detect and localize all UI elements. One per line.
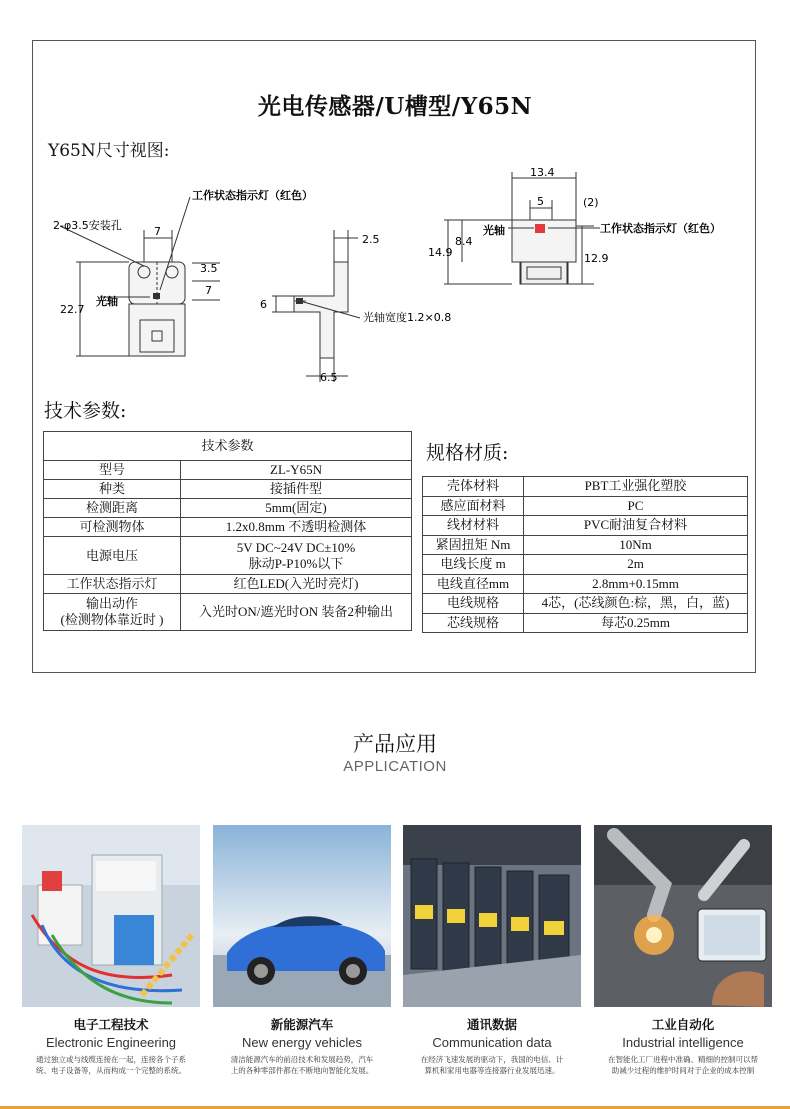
indicator-led [535, 224, 545, 233]
app-card-vehicle [213, 825, 391, 1076]
table-cell: 电线直径mm [423, 574, 524, 594]
table-cell: 种类 [44, 480, 181, 499]
table-cell-line: 脉动P-P10%以下 [248, 555, 344, 571]
table-cell: 入光时ON/遮光时ON 装备2种输出 [181, 594, 412, 631]
app-card-subtitle: Electronic Engineering [45, 1035, 177, 1050]
dim-width: 7 [154, 225, 161, 238]
spec-heading: 规格材质: [426, 442, 509, 464]
hole-label: 2-φ3.5安装孔 [53, 219, 122, 232]
application-title: 产品应用 [353, 732, 437, 756]
table-cell [44, 594, 181, 631]
tech-table-header: 技术参数 [44, 432, 412, 461]
app-card-desc [594, 1054, 772, 1076]
table-cell: 红色LED(入光时亮灯) [181, 575, 412, 594]
dim-14-9: 14.9 [428, 246, 453, 259]
indicator-label-left: 工作状态指示灯（红色） [192, 189, 313, 202]
dim-6-5: 6.5 [320, 371, 338, 384]
app-card-subtitle: Industrial intelligence [622, 1035, 744, 1050]
table-cell: 感应面材料 [423, 496, 524, 516]
dim-2-5: 2.5 [362, 233, 380, 246]
application-subtitle: APPLICATION [343, 758, 447, 775]
dim-12-9: 12.9 [584, 252, 609, 265]
app-card-desc-line: 在经济飞速发展的驱动下，我国的电信、计 [420, 1055, 564, 1064]
table-cell: 紧固扭矩 Nm [423, 535, 524, 555]
table-cell: 工作状态指示灯 [44, 575, 181, 594]
app-card-title: 工业自动化 [651, 1017, 715, 1032]
app-card-title: 新能源汽车 [270, 1017, 334, 1032]
app-card-title: 电子工程技术 [73, 1017, 149, 1032]
table-cell: 10Nm [524, 535, 748, 555]
table-cell-line: 5V DC~24V DC±10% [236, 539, 356, 555]
table-cell: PVC耐油复合材料 [524, 516, 748, 536]
axis-label-right: 光轴 [483, 224, 505, 237]
dim-5: 5 [537, 195, 544, 208]
dim-2: (2) [583, 196, 599, 209]
table-cell: ZL-Y65N [181, 461, 412, 480]
app-card-desc-line: 在智能化工厂进程中准确、精细的控制可以帮 [608, 1055, 758, 1064]
app-card-desc-line: 算机和家用电器等连接器行业发展迅速。 [424, 1066, 560, 1075]
communication-photo [403, 825, 581, 1007]
app-card-title: 通讯数据 [466, 1017, 517, 1032]
dim-6: 6 [260, 298, 267, 311]
table-cell: 可检测物体 [44, 518, 181, 537]
table-cell: 4芯，(芯线颜色:棕，黑，白，蓝) [524, 594, 748, 614]
app-card-desc-line: 上的各种零部件都在不断地向智能化发展。 [230, 1066, 374, 1075]
page-title: 光电传感器/U槽型/Y65N [257, 93, 533, 120]
table-cell: 检测距离 [44, 499, 181, 518]
table-cell: 型号 [44, 461, 181, 480]
table-cell: 2m [524, 555, 748, 575]
table-cell [181, 537, 412, 575]
table-cell: 线材材料 [423, 516, 524, 536]
table-cell: 电线规格 [423, 594, 524, 614]
tech-heading: 技术参数: [44, 400, 127, 422]
view-heading: Y65N尺寸视图: [48, 141, 170, 161]
app-card-desc [22, 1054, 200, 1076]
table-cell: 1.2x0.8mm 不透明检测体 [181, 518, 412, 537]
table-cell: PC [524, 496, 748, 516]
table-cell: 5mm(固定) [181, 499, 412, 518]
dim-22-7: 22.7 [60, 303, 85, 316]
table-cell: 每芯0.25mm [524, 613, 748, 633]
tech-table [43, 431, 412, 631]
industrial-photo [594, 825, 772, 1007]
indicator-label-right: 工作状态指示灯（红色） [600, 222, 721, 235]
app-card-industrial [594, 825, 772, 1076]
dim-7: 7 [205, 284, 212, 297]
axis-label-left: 光轴 [96, 295, 118, 308]
app-card-subtitle: New energy vehicles [242, 1035, 362, 1050]
app-card-desc-line: 统、电子设备等，从而构成一个完整的系统。 [36, 1066, 186, 1075]
app-card-desc [213, 1054, 391, 1076]
table-cell: PBT工业强化塑胶 [524, 477, 748, 497]
dim-8-4: 8.4 [455, 235, 473, 248]
table-cell: 接插件型 [181, 480, 412, 499]
app-card-desc [403, 1054, 581, 1076]
table-cell: 电线长度 m [423, 555, 524, 575]
axis-width-label: 光轴宽度1.2×0.8 [363, 311, 452, 324]
app-card-desc-line: 通过独立或与线缆连接在一起，连接各个子系 [36, 1055, 186, 1064]
table-cell: 2.8mm+0.15mm [524, 574, 748, 594]
dimension-drawing [0, 0, 790, 400]
table-cell-line: 输出动作 [85, 596, 138, 611]
electronic-photo [22, 825, 200, 1007]
table-cell-line: (检测物体靠近时 ) [60, 612, 164, 627]
app-card-subtitle: Communication data [432, 1035, 552, 1050]
dim-3-5: 3.5 [200, 262, 218, 275]
app-card-desc-line: 助减少过程的维护时间对于企业的成本控制 [611, 1066, 755, 1075]
vehicle-photo [213, 825, 391, 1007]
table-cell: 壳体材料 [423, 477, 524, 497]
app-card-desc-line: 清洁能源汽车的前沿技术和发展趋势，汽车 [230, 1055, 374, 1064]
table-cell: 电源电压 [44, 537, 181, 575]
app-card-electronic [22, 825, 200, 1076]
app-card-communication [403, 825, 581, 1076]
dim-13-4: 13.4 [530, 166, 555, 179]
table-cell: 芯线规格 [423, 613, 524, 633]
material-table [422, 476, 748, 633]
